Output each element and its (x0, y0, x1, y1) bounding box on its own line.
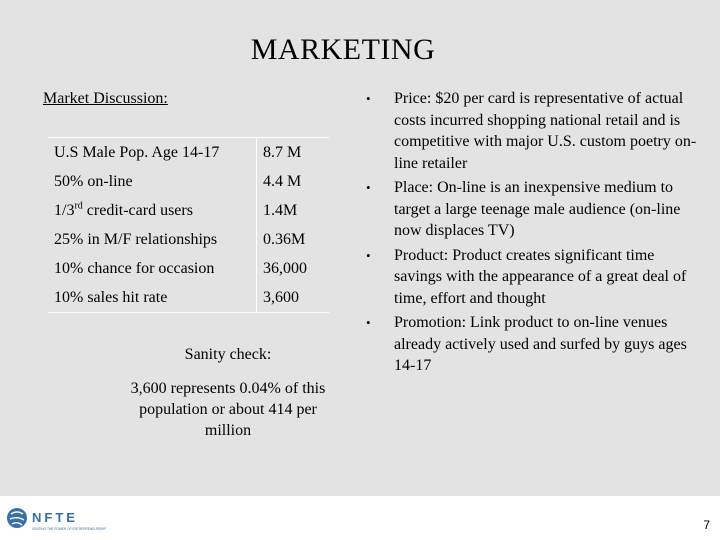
table-cell-label: U.S Male Pop. Age 14-17 (48, 138, 257, 168)
table-row (48, 283, 329, 313)
marketing-mix-list (366, 88, 700, 380)
bullet-icon: • (366, 91, 371, 106)
table-cell-label: 10% chance for occasion (54, 259, 215, 277)
bullet-icon: • (366, 180, 371, 195)
table-cell-label: 10% sales hit rate (48, 283, 257, 313)
table-cell-value: 0.36M (257, 225, 330, 254)
list-item (366, 245, 700, 310)
list-item (366, 312, 700, 377)
fraction-text: 1/3 (54, 201, 75, 219)
slide-footer (0, 496, 720, 540)
page-number: 7 (703, 518, 710, 532)
table-row (48, 196, 329, 225)
table-row (48, 254, 329, 283)
logo-wordmark: NFTE (32, 510, 78, 525)
market-discussion-label: Market Discussion: (43, 90, 168, 107)
table-cell-value: 1.4M (257, 196, 330, 225)
table-cell-value: 3,600 (257, 283, 330, 313)
bullet-text: Price: $20 per card is representative of actual costs incurred shopping national retail and is competitive with major U.S. custom poetry on-line retailer (394, 90, 697, 172)
bullet-text: Product: Product creates significant time savings with the appearance of a great deal of time, effort and thought (394, 246, 687, 307)
table-cell-label (48, 196, 257, 225)
table-cell-value: 4.4 M (257, 167, 330, 196)
table-row (48, 167, 329, 196)
nfte-logo (6, 504, 106, 534)
sanity-check-text: 3,600 represents 0.04% of this population or about 414 per million (130, 380, 326, 439)
bullet-text: Place: On-line is an inexpensive medium to target a large teenage male audience (on-line now displaces TV) (394, 179, 681, 239)
slide-title: MARKETING (250, 33, 436, 66)
list-item (366, 88, 700, 174)
table-cell-label: 50% on-line (54, 172, 133, 190)
table-row (48, 225, 329, 254)
bullet-icon: • (366, 247, 371, 263)
table-cell-value: 8.7 M (257, 138, 330, 168)
ordinal-suffix: rd (74, 200, 83, 212)
market-funnel-table (48, 137, 329, 313)
sanity-check-label: Sanity check: (184, 346, 272, 363)
logo-tagline: IGNITING THE POWER OF ENTREPRENEURSHIP (32, 527, 106, 531)
list-item (366, 177, 700, 242)
bullet-icon: • (366, 315, 371, 330)
table-cell-label: 25% in M/F relationships (54, 230, 218, 248)
table-cell-value: 36,000 (257, 254, 330, 283)
label-text: credit-card users (82, 201, 193, 219)
table-row (48, 138, 329, 168)
bullet-text: Promotion: Link product to on-line venues already actively used and surfed by guys ages 14-17 (394, 314, 687, 374)
